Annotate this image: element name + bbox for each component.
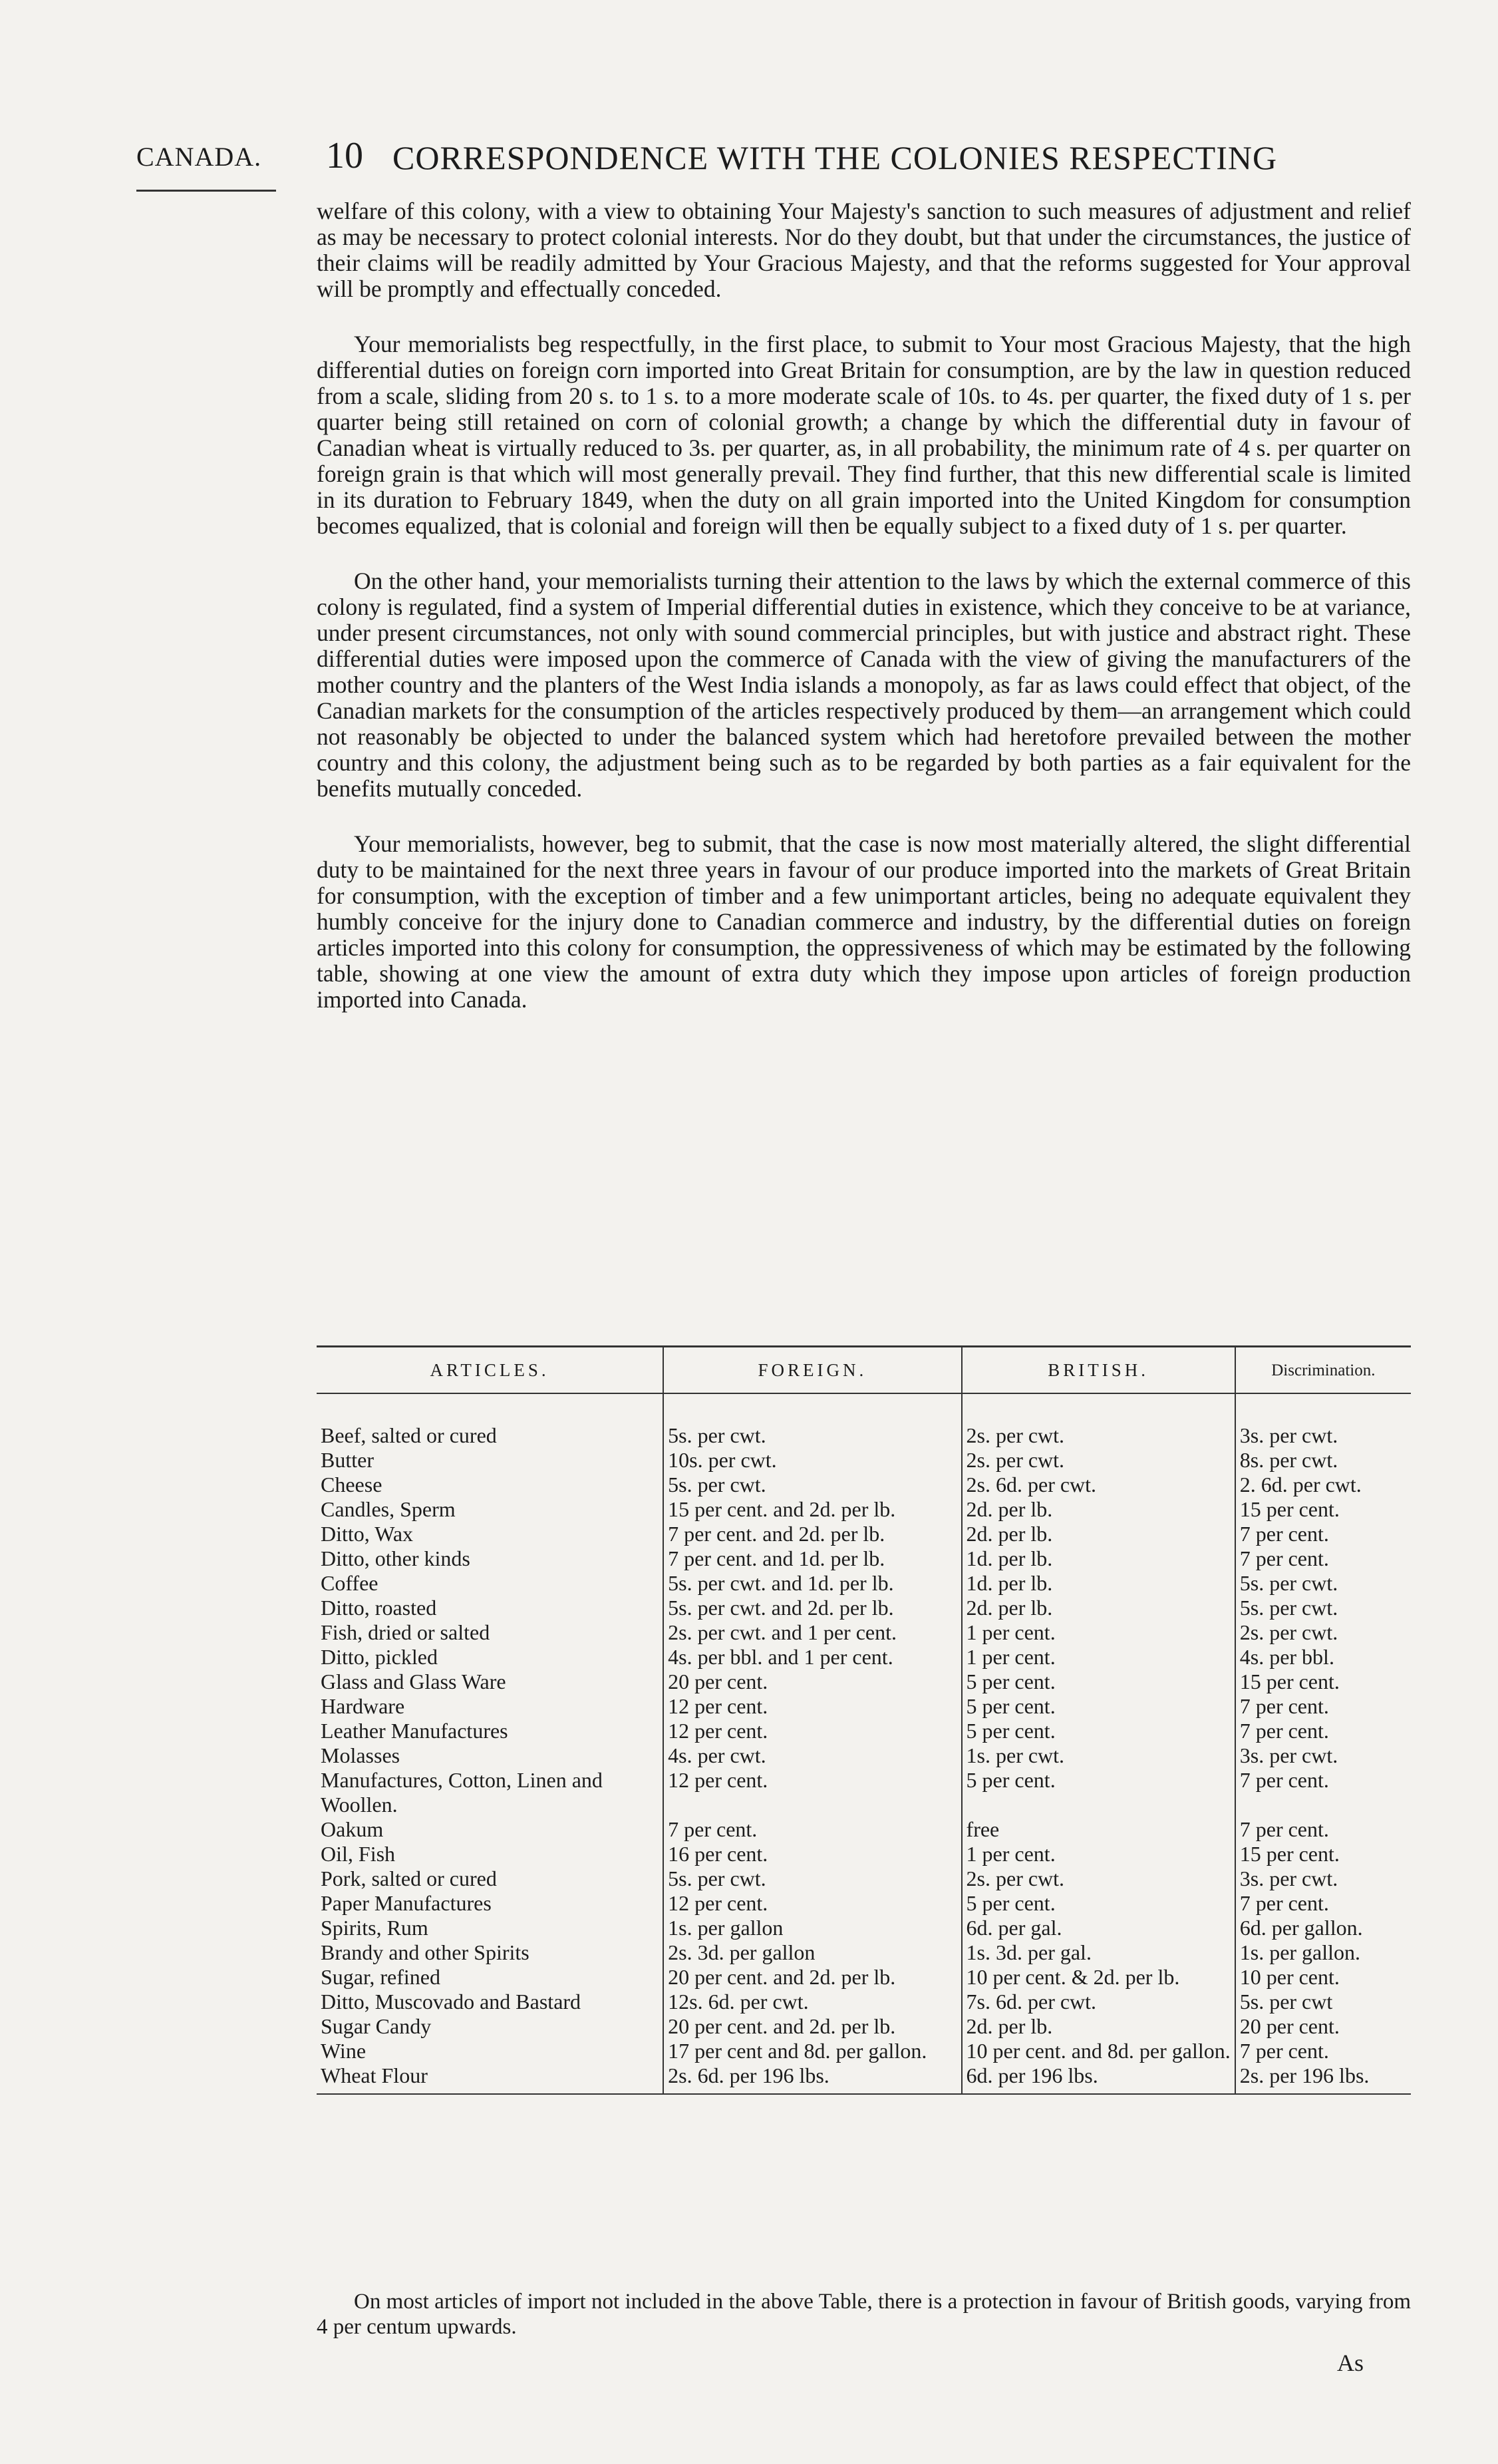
table-row	[317, 1891, 1411, 1916]
discrimination-cell: 7 per cent.	[1235, 1694, 1411, 1719]
article-cell: Glass and Glass Ware	[321, 1670, 506, 1693]
article-cell: Ditto, pickled	[321, 1645, 438, 1669]
british-cell: 2s. per cwt.	[962, 1448, 1235, 1473]
article-cell: Paper Manufactures	[321, 1891, 492, 1915]
table-row	[317, 1670, 1411, 1694]
discrimination-cell: 5s. per cwt.	[1235, 1596, 1411, 1620]
margin-label: CANADA.	[136, 142, 262, 172]
foreign-cell: 12 per cent.	[663, 1768, 961, 1817]
discrimination-cell: 2. 6d. per cwt.	[1235, 1473, 1411, 1497]
foreign-cell: 20 per cent. and 2d. per lb.	[663, 2014, 961, 2039]
discrimination-cell: 7 per cent.	[1235, 1546, 1411, 1571]
foreign-cell: 20 per cent. and 2d. per lb.	[663, 1965, 961, 1990]
discrimination-cell: 20 per cent.	[1235, 2014, 1411, 2039]
british-cell: 1 per cent.	[962, 1842, 1235, 1866]
article-cell: Cheese	[321, 1473, 382, 1496]
discrimination-cell: 7 per cent.	[1235, 1817, 1411, 1842]
article-cell: Leather Manufactures	[321, 1719, 508, 1743]
article-cell: Hardware	[321, 1694, 405, 1718]
table-row	[317, 1990, 1411, 2014]
discrimination-cell: 6d. per gallon.	[1235, 1916, 1411, 1940]
table-row	[317, 1546, 1411, 1571]
table-row	[317, 1448, 1411, 1473]
foreign-cell: 2s. 6d. per 196 lbs.	[663, 2063, 961, 2094]
table-row	[317, 1743, 1411, 1768]
article-cell: Spirits, Rum	[321, 1916, 428, 1940]
paragraph: On the other hand, your memorialists turning their attention to the laws by which the external commerce of this colony is regulated, find a system of Imperial differential duties in existence, which they conceive to be at variance, under present circumstances, not only with sound commercial principles, but with justice and abstract right. These differential duties were imposed upon the commerce of Canada with the view of giving the manufacturers of the mother country and the planters of the West India islands a monopoly, as far as laws could effect that object, of the Canadian markets for the consumption of the articles respectively produced by them—an arrangement which could not reasonably be objected to under the balanced system which had heretofore prevailed between the mother country and this colony, the adjustment being such as to be regarded by both parties as a fair equivalent for the benefits mutually conceded.	[317, 568, 1411, 802]
british-cell: 5 per cent.	[962, 1670, 1235, 1694]
table-row	[317, 1719, 1411, 1743]
discrimination-cell: 3s. per cwt.	[1235, 1866, 1411, 1891]
footnote: On most articles of import not included in the above Table, there is a protection in favour of British goods, varying from 4 per centum upwards.	[317, 2290, 1411, 2339]
table-row	[317, 1768, 1411, 1817]
table-row	[317, 1866, 1411, 1891]
article-cell: Ditto, other kinds	[321, 1546, 470, 1570]
discrimination-cell: 7 per cent.	[1235, 1719, 1411, 1743]
discrimination-cell: 7 per cent.	[1235, 2039, 1411, 2063]
duties-table	[317, 1345, 1411, 2095]
article-cell: Sugar Candy	[321, 2014, 432, 2038]
foreign-cell: 12 per cent.	[663, 1891, 961, 1916]
discrimination-cell: 10 per cent.	[1235, 1965, 1411, 1990]
table-row	[317, 1842, 1411, 1866]
british-cell: 2d. per lb.	[962, 2014, 1235, 2039]
catchword: As	[1337, 2350, 1364, 2376]
british-cell: 1d. per lb.	[962, 1546, 1235, 1571]
british-cell: 5 per cent.	[962, 1694, 1235, 1719]
british-cell: 10 per cent. & 2d. per lb.	[962, 1965, 1235, 1990]
discrimination-cell: 5s. per cwt	[1235, 1990, 1411, 2014]
foreign-cell: 5s. per cwt. and 1d. per lb.	[663, 1571, 961, 1596]
foreign-cell: 5s. per cwt. and 2d. per lb.	[663, 1596, 961, 1620]
article-cell: Manufactures, Cotton, Linen and Woollen.	[321, 1768, 603, 1817]
foreign-cell: 7 per cent. and 1d. per lb.	[663, 1546, 961, 1571]
british-cell: 2s. per cwt.	[962, 1866, 1235, 1891]
table-row	[317, 1940, 1411, 1965]
article-cell: Sugar, refined	[321, 1965, 440, 1989]
article-cell: Brandy and other Spirits	[321, 1940, 529, 1964]
article-cell: Wheat Flour	[317, 2063, 663, 2094]
british-cell: 1 per cent.	[962, 1645, 1235, 1670]
article-cell: Beef, salted or cured	[321, 1423, 497, 1447]
discrimination-cell: 4s. per bbl.	[1235, 1645, 1411, 1670]
discrimination-cell: 1s. per gallon.	[1235, 1940, 1411, 1965]
header-british: BRITISH.	[962, 1347, 1235, 1394]
article-cell: Molasses	[321, 1743, 400, 1767]
british-cell: 6d. per gal.	[962, 1916, 1235, 1940]
british-cell: 1d. per lb.	[962, 1571, 1235, 1596]
table-row	[317, 1522, 1411, 1546]
table-row	[317, 1916, 1411, 1940]
table-row	[317, 1423, 1411, 1448]
british-cell: 2d. per lb.	[962, 1522, 1235, 1546]
discrimination-cell: 2s. per 196 lbs.	[1235, 2063, 1411, 2094]
british-cell: 2s. per cwt.	[962, 1423, 1235, 1448]
article-cell: Ditto, roasted	[321, 1596, 437, 1620]
article-cell: Ditto, Wax	[321, 1522, 414, 1546]
british-cell: 2s. 6d. per cwt.	[962, 1473, 1235, 1497]
article-cell: Oakum	[321, 1817, 384, 1841]
british-cell: 6d. per 196 lbs.	[962, 2063, 1235, 2094]
british-cell: 1s. 3d. per gal.	[962, 1940, 1235, 1965]
british-cell: 1 per cent.	[962, 1620, 1235, 1645]
british-cell: 10 per cent. and 8d. per gallon.	[962, 2039, 1235, 2063]
british-cell: 5 per cent.	[962, 1719, 1235, 1743]
article-cell: Butter	[321, 1448, 374, 1472]
foreign-cell: 12 per cent.	[663, 1694, 961, 1719]
spacer-row	[317, 1393, 1411, 1423]
british-cell: 1s. per cwt.	[962, 1743, 1235, 1768]
table-row	[317, 1817, 1411, 1842]
table-row	[317, 2063, 1411, 2094]
discrimination-cell: 15 per cent.	[1235, 1842, 1411, 1866]
foreign-cell: 1s. per gallon	[663, 1916, 961, 1940]
article-cell: Ditto, Muscovado and Bastard	[321, 1990, 581, 2014]
british-cell: 5 per cent.	[962, 1891, 1235, 1916]
page-number: 10	[326, 135, 363, 176]
foreign-cell: 2s. 3d. per gallon	[663, 1940, 961, 1965]
foreign-cell: 10s. per cwt.	[663, 1448, 961, 1473]
discrimination-cell: 3s. per cwt.	[1235, 1423, 1411, 1448]
margin-rule	[136, 190, 276, 192]
header-articles: ARTICLES.	[317, 1347, 663, 1394]
british-cell: free	[962, 1817, 1235, 1842]
discrimination-cell: 7 per cent.	[1235, 1891, 1411, 1916]
foreign-cell: 5s. per cwt.	[663, 1866, 961, 1891]
table-row	[317, 1620, 1411, 1645]
british-cell: 2d. per lb.	[962, 1497, 1235, 1522]
header-discrimination: Discrimination.	[1235, 1347, 1411, 1394]
article-cell: Wine	[321, 2039, 367, 2063]
table-row	[317, 2039, 1411, 2063]
foreign-cell: 12s. 6d. per cwt.	[663, 1990, 961, 2014]
foreign-cell: 7 per cent. and 2d. per lb.	[663, 1522, 961, 1546]
table-header-row	[317, 1347, 1411, 1394]
foreign-cell: 16 per cent.	[663, 1842, 961, 1866]
foreign-cell: 7 per cent.	[663, 1817, 961, 1842]
table-row	[317, 1473, 1411, 1497]
discrimination-cell: 2s. per cwt.	[1235, 1620, 1411, 1645]
article-cell: Oil, Fish	[321, 1842, 396, 1866]
paragraph: welfare of this colony, with a view to obtaining Your Majesty's sanction to such measures of adjustment and relief as may be necessary to protect colonial interests. Nor do they doubt, but that under the circumstances, the justice of their claims will be readily admitted by Your Gracious Majesty, and that the reforms suggested for Your approval will be promptly and effectually conceded.	[317, 198, 1411, 302]
foreign-cell: 4s. per cwt.	[663, 1743, 961, 1768]
discrimination-cell: 3s. per cwt.	[1235, 1743, 1411, 1768]
foreign-cell: 4s. per bbl. and 1 per cent.	[663, 1645, 961, 1670]
article-cell: Coffee	[321, 1571, 378, 1595]
paragraph: Your memorialists, however, beg to submit, that the case is now most materially altered, the slight differential duty to be maintained for the next three years in favour of our produce imported into the markets of Great Britain for consumption, with the exception of timber and a few unimportant articles, being no adequate equivalent they humbly conceive for the injury done to Canadian commerce and industry, by the differential duties on foreign articles imported into this colony for consumption, the oppressiveness of which may be estimated by the following table, showing at one view the amount of extra duty which they impose upon articles of foreign production imported into Canada.	[317, 830, 1411, 1013]
discrimination-cell: 15 per cent.	[1235, 1497, 1411, 1522]
discrimination-cell: 15 per cent.	[1235, 1670, 1411, 1694]
foreign-cell: 12 per cent.	[663, 1719, 961, 1743]
discrimination-cell: 7 per cent.	[1235, 1768, 1411, 1817]
foreign-cell: 5s. per cwt.	[663, 1473, 961, 1497]
table-row	[317, 1965, 1411, 1990]
running-title: CORRESPONDENCE WITH THE COLONIES RESPECTING	[392, 139, 1278, 176]
discrimination-cell: 5s. per cwt.	[1235, 1571, 1411, 1596]
british-cell: 2d. per lb.	[962, 1596, 1235, 1620]
british-cell: 7s. 6d. per cwt.	[962, 1990, 1235, 2014]
header-foreign: FOREIGN.	[663, 1347, 961, 1394]
discrimination-cell: 7 per cent.	[1235, 1522, 1411, 1546]
table-row	[317, 1497, 1411, 1522]
british-cell: 5 per cent.	[962, 1768, 1235, 1817]
article-cell: Fish, dried or salted	[321, 1620, 490, 1644]
discrimination-cell: 8s. per cwt.	[1235, 1448, 1411, 1473]
body-text	[317, 198, 1411, 1042]
paragraph: Your memorialists beg respectfully, in the first place, to submit to Your most Gracious Majesty, that the high differential duties on foreign corn imported into Great Britain for consumption, are by the law in question reduced from a scale, sliding from 20 s. to 1 s. to a more moderate scale of 10s. to 4s. per quarter, the fixed duty of 1 s. per quarter being still retained on corn of colonial growth; a change by which the differential duty in favour of Canadian wheat is virtually reduced to 3s. per quarter, as, in all probability, the minimum rate of 4 s. per quarter on foreign grain is that which will most generally prevail. They find further, that this new differential scale is limited in its duration to February 1849, when the duty on all grain imported into the United Kingdom for consumption becomes equalized, that is colonial and foreign will then be equally subject to a fixed duty of 1 s. per quarter.	[317, 331, 1411, 539]
table-row	[317, 1571, 1411, 1596]
table-row	[317, 2014, 1411, 2039]
table-row	[317, 1694, 1411, 1719]
table-row	[317, 1645, 1411, 1670]
article-cell: Candles, Sperm	[321, 1497, 456, 1521]
foreign-cell: 5s. per cwt.	[663, 1423, 961, 1448]
foreign-cell: 15 per cent. and 2d. per lb.	[663, 1497, 961, 1522]
foreign-cell: 17 per cent and 8d. per gallon.	[663, 2039, 961, 2063]
foreign-cell: 20 per cent.	[663, 1670, 961, 1694]
table-row	[317, 1596, 1411, 1620]
article-cell: Pork, salted or cured	[321, 1866, 497, 1890]
foreign-cell: 2s. per cwt. and 1 per cent.	[663, 1620, 961, 1645]
